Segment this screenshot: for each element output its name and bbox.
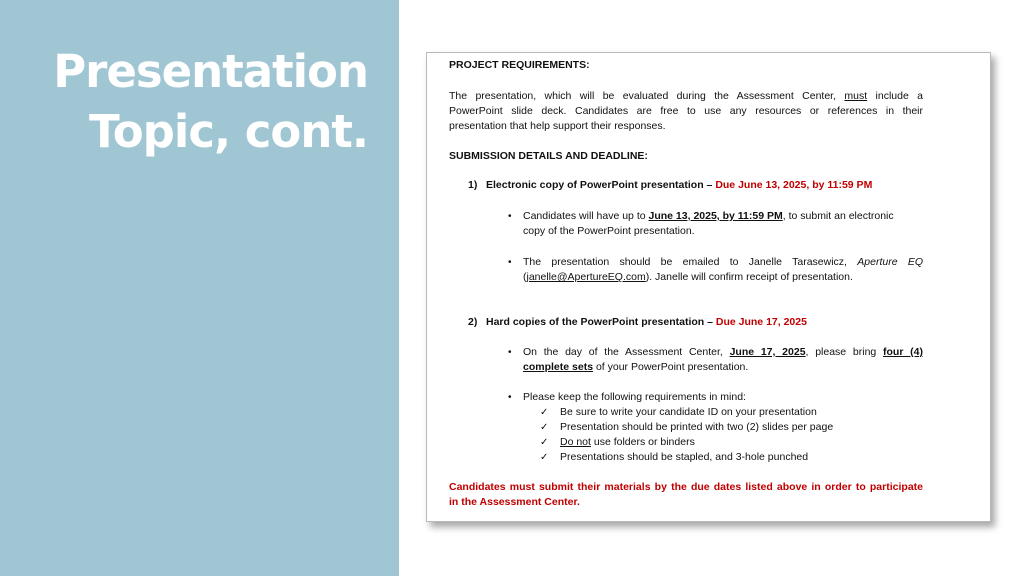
item1-due-date: Due June 13, 2025, by 11:59 PM (715, 179, 873, 191)
project-paragraph-line1 (449, 89, 923, 104)
bullet-icon: • (508, 347, 512, 358)
slide-title (0, 42, 368, 162)
footer-warning-line1: Candidates must submit their materials by the due dates listed above in order to participate (449, 481, 923, 493)
complete-sets: complete sets (523, 361, 594, 373)
item1-b1-text: Candidates will have up to (523, 210, 646, 222)
bullet-icon: • (508, 211, 512, 222)
project-paragraph-line2: PowerPoint slide deck. Candidates are free to use any resources or references in their (449, 105, 923, 117)
slide-title-line2: Topic, cont. (89, 105, 368, 158)
item2-b1-text: On the day of the Assessment Center, (523, 346, 723, 358)
company-name: Aperture EQ (857, 256, 923, 268)
paren-open: ( (523, 271, 527, 283)
checkmark-icon: ✓ (540, 437, 549, 448)
project-line1-text: The presentation, which will be evaluated during the Assessment Center, (449, 90, 836, 102)
project-line1-tail: include a (875, 90, 923, 102)
bullet-icon: • (508, 257, 512, 268)
item1-b2-tail: ). Janelle will confirm receipt of presentation. (645, 271, 853, 283)
bullet-icon: • (508, 392, 512, 403)
must-emphasis: must (844, 90, 868, 102)
item1-b1-date: June 13, 2025, by 11:59 PM (648, 210, 783, 222)
item2-b1-tail: of your PowerPoint presentation. (595, 361, 749, 373)
item1-b2-text: The presentation should be emailed to Janelle Tarasewicz, (523, 256, 847, 268)
footer-warning-line2: in the Assessment Center. (449, 496, 580, 508)
item2-due-date: Due June 17, 2025 (715, 316, 807, 328)
item2-bullet1-line2 (523, 360, 748, 375)
item2-title: Hard copies of the PowerPoint presentation – (486, 316, 713, 328)
item1-b1-tail: , to submit an electronic (782, 210, 894, 222)
item2-bullet1-line1 (523, 345, 923, 360)
item2-bullet2: Please keep the following requirements in mind: (523, 391, 746, 403)
checkmark-icon: ✓ (540, 407, 549, 418)
item2-b1-mid: , please bring (805, 346, 877, 358)
item2-heading (486, 315, 807, 330)
slide-title-line1: Presentation (53, 45, 368, 98)
document-image (426, 52, 991, 522)
requirement-item: Be sure to write your candidate ID on your presentation (560, 406, 817, 418)
sidebar-panel (0, 0, 399, 576)
item1-bullet1-line1 (523, 209, 894, 224)
do-not-emphasis: Do not (560, 436, 591, 448)
requirement-tail: use folders or binders (590, 436, 695, 448)
email-address: janelle@ApertureEQ.com (526, 271, 646, 283)
item1-bullet2-line1 (523, 255, 923, 270)
item1-bullet2-line2 (523, 270, 853, 285)
four-copies: four (4) (883, 346, 923, 358)
submission-heading: SUBMISSION DETAILS AND DEADLINE: (449, 150, 648, 162)
project-paragraph-line3: presentation that help support their responses. (449, 120, 666, 132)
checkmark-icon: ✓ (540, 422, 549, 433)
checkmark-icon: ✓ (540, 452, 549, 463)
requirement-item: Presentation should be printed with two (2) slides per page (560, 421, 834, 433)
item1-bullet1-line2: copy of the PowerPoint presentation. (523, 225, 695, 237)
item1-number: 1) (468, 179, 478, 191)
item2-number: 2) (468, 316, 478, 328)
project-requirements-heading: PROJECT REQUIREMENTS: (449, 59, 590, 71)
requirement-item: Presentations should be stapled, and 3-hole punched (560, 451, 809, 463)
item2-b1-date: June 17, 2025 (729, 346, 806, 358)
requirement-item (560, 435, 695, 450)
item1-title: Electronic copy of PowerPoint presentation – (486, 179, 713, 191)
item1-heading (486, 178, 872, 193)
